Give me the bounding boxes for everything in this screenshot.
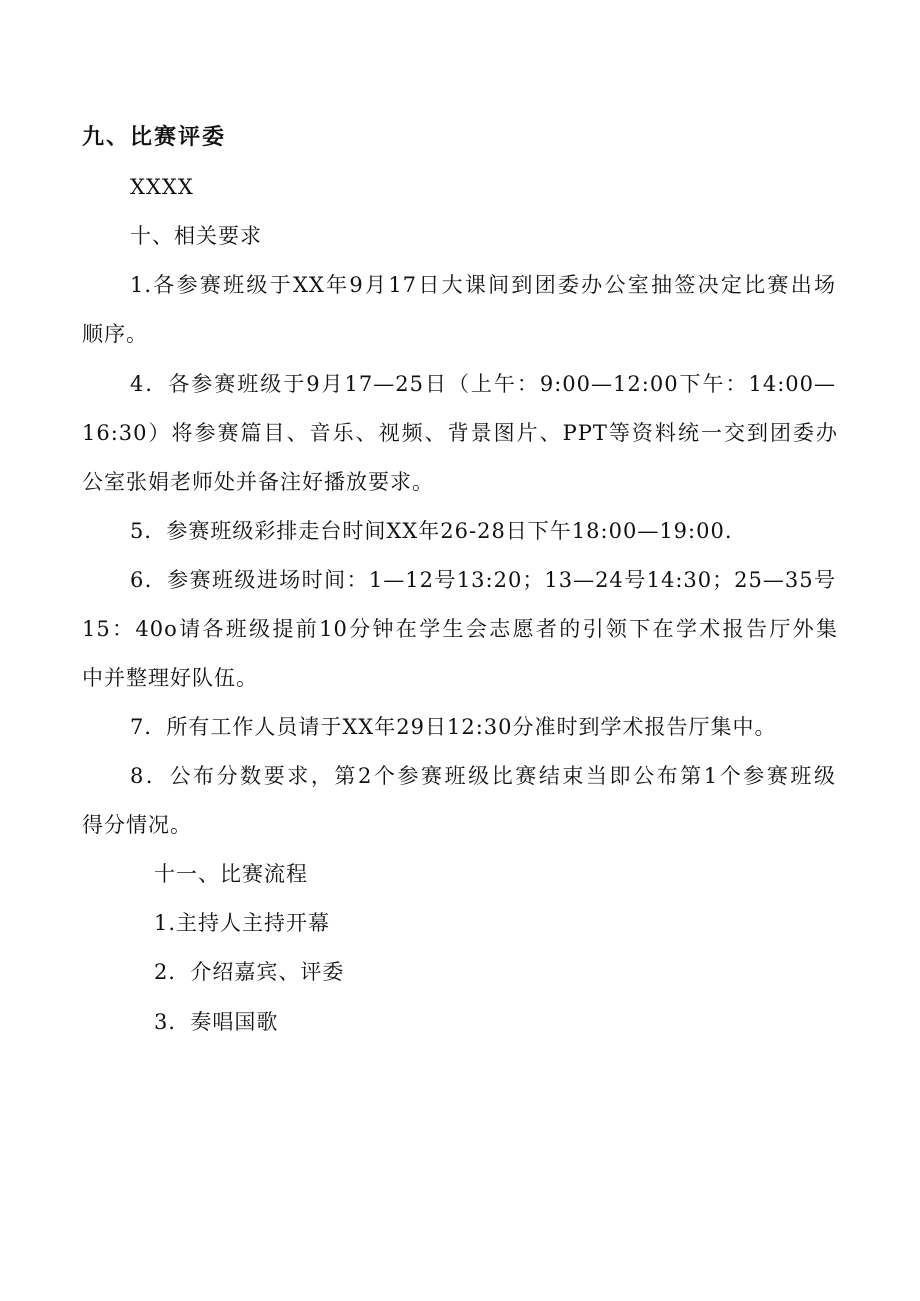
flow-step-1: 1.主持人主持开幕 bbox=[154, 911, 331, 935]
item-6-line-3: 中并整理好队伍。 bbox=[82, 666, 258, 690]
item-4-line-3: 公室张娟老师处并备注好播放要求。 bbox=[82, 470, 434, 494]
item-1-line-1: 1.各参赛班级于XX年9月17日大课间到团委办公室抽签决定比赛出场 bbox=[130, 273, 836, 297]
item-8-line-1: 8．公布分数要求，第2个参赛班级比赛结束当即公布第1个参赛班级 bbox=[130, 764, 836, 788]
item-4-line-2: 16:30）将参赛篇目、音乐、视频、背景图片、PPT等资料统一交到团委办 bbox=[82, 421, 838, 445]
item-6-line-1: 6．参赛班级进场时间：1—12号13:20；13—24号14:30；25—35号 bbox=[130, 568, 836, 592]
flow-step-3: 3．奏唱国歌 bbox=[154, 1010, 279, 1034]
judges-text: XXXX bbox=[130, 175, 194, 199]
item-7: 7．所有工作人员请于XX年29日12:30分准时到学术报告厅集中。 bbox=[130, 715, 777, 739]
item-1-line-2: 顺序。 bbox=[82, 322, 148, 346]
item-4-line-1: 4．各参赛班级于9月17—25日（上午：9:00—12:00下午：14:00— bbox=[130, 372, 836, 396]
item-8-line-2: 得分情况。 bbox=[82, 813, 192, 837]
item-5: 5．参赛班级彩排走台时间XX年26-28日下午18:00—19:00. bbox=[130, 519, 733, 543]
item-6-line-2: 15：40o请各班级提前10分钟在学生会志愿者的引领下在学术报告厅外集 bbox=[82, 617, 838, 641]
section-9-title: 九、比赛评委 bbox=[82, 125, 227, 150]
flow-step-2: 2．介绍嘉宾、评委 bbox=[154, 960, 345, 984]
section-10-title: 十、相关要求 bbox=[130, 224, 262, 248]
section-11-title: 十一、比赛流程 bbox=[154, 862, 308, 886]
